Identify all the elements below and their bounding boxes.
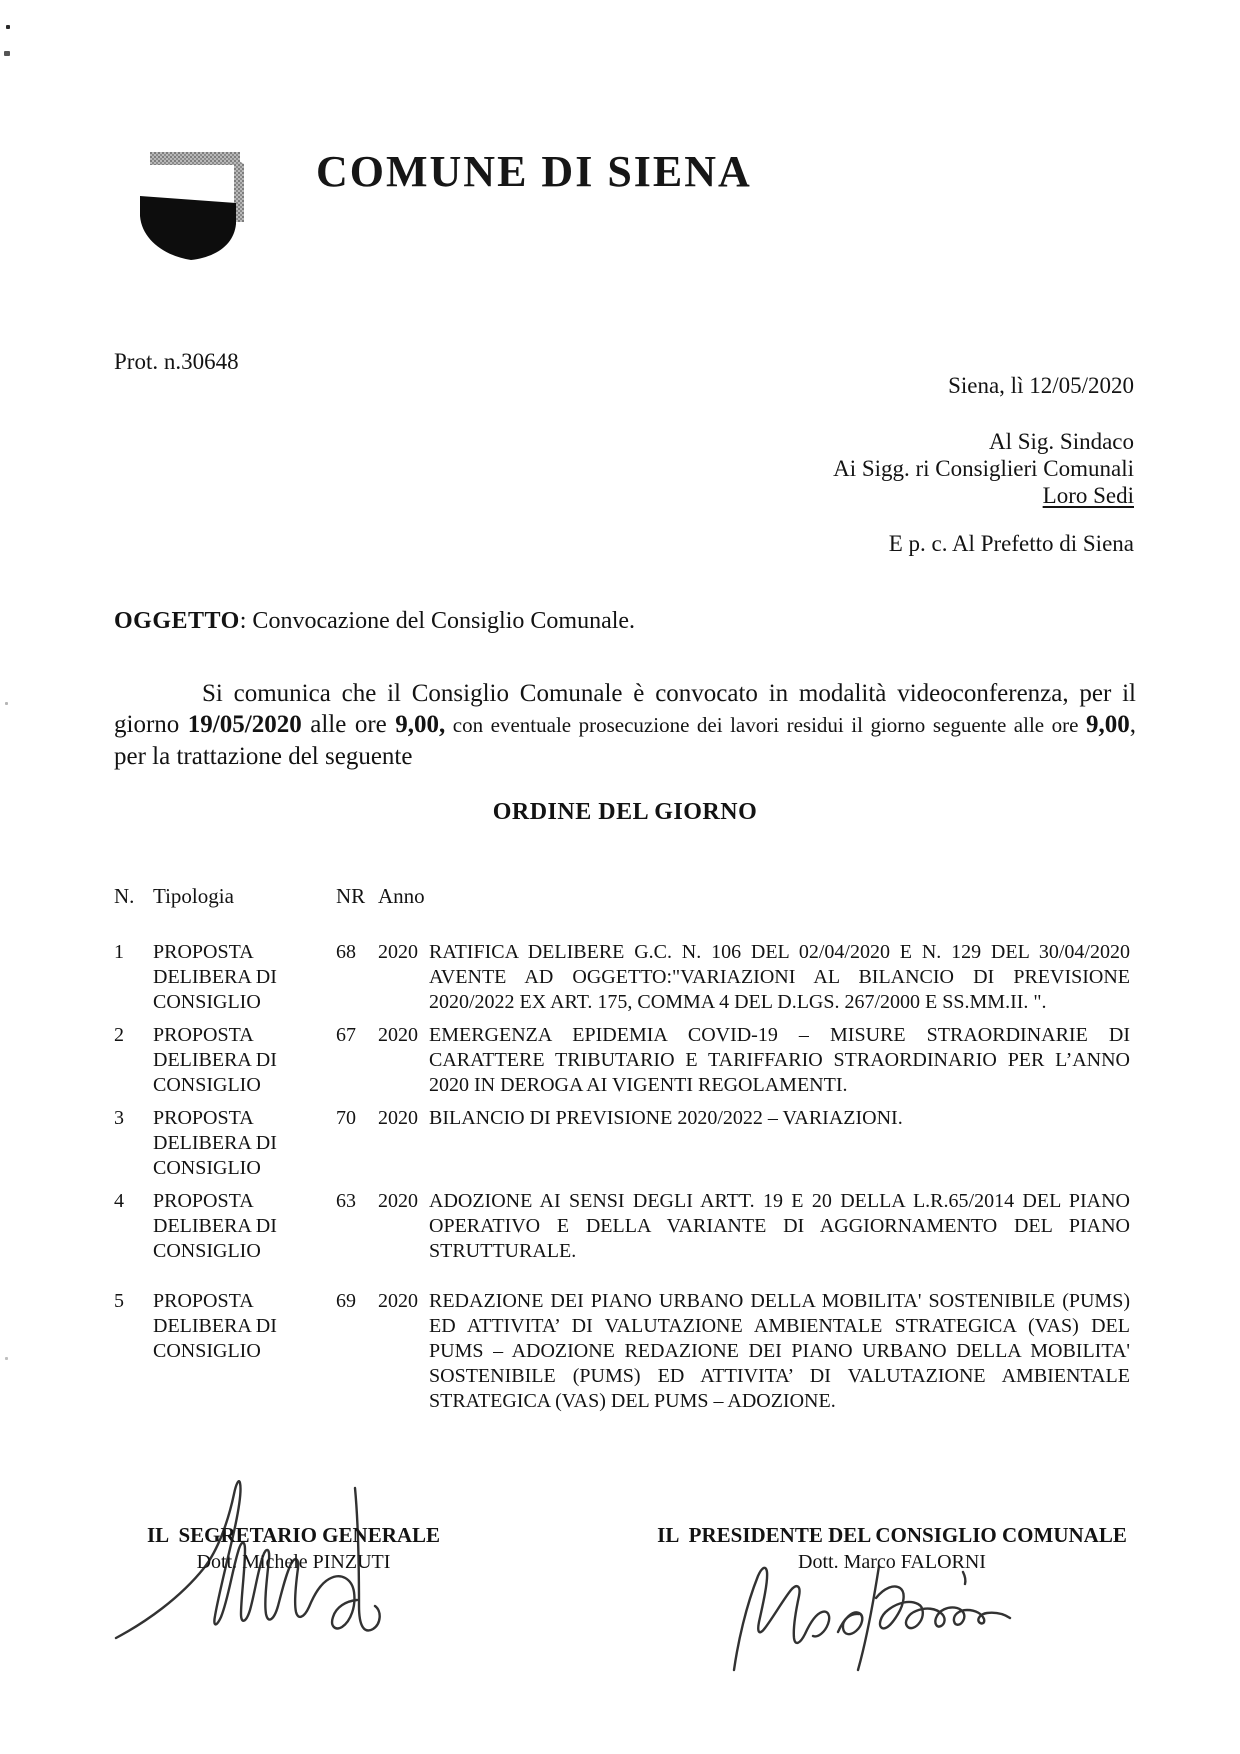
row-anno: 2020 [378,941,418,963]
row-tipologia: PROPOSTA DELIBERA DI CONSIGLIO [153,1190,277,1262]
addressee-line: Ai Sigg. ri Consiglieri Comunali [833,456,1134,481]
president-name: Dott. Marco FALORNI [798,1551,986,1573]
row-number: 4 [114,1190,124,1212]
signature-block-president [642,1522,1142,1576]
agenda-table [114,884,1136,1422]
row-tipologia: PROPOSTA DELIBERA DI CONSIGLIO [153,1024,277,1096]
signature-block-secretary [126,1522,461,1576]
table-row [114,1189,1136,1264]
row-nr: 67 [336,1024,356,1046]
body-continuation: con eventuale prosecuzione dei lavori residui il giorno seguente alle ore [445,713,1086,737]
row-tipologia: PROPOSTA DELIBERA DI CONSIGLIO [153,1290,277,1362]
addressees [833,428,1134,509]
siena-coat-of-arms-icon [138,148,250,266]
col-header-tipologia: Tipologia [153,884,234,908]
col-header-n: N. [114,884,135,908]
table-row [114,1289,1136,1414]
row-number: 5 [114,1290,124,1312]
president-title: IL PRESIDENTE DEL CONSIGLIO COMUNALE [657,1523,1127,1547]
scan-artifact [5,702,8,705]
table-row [114,1023,1136,1098]
place-date: Siena, lì 12/05/2020 [948,373,1134,398]
agenda-rows [114,940,1136,1414]
row-oggetto: REDAZIONE DEI PIANO URBANO DELLA MOBILITA' SOSTENIBILE (PUMS) ED ATTIVITA’ DI VALUTAZIONE AMBIENTALE STRATEGICA (VAS) DEL PUMS – ADOZIONE REDAZIONE DEI PIANO URBANO DELLA MOBILITA' SOSTENIBILE (PUMS) ED ATTIVITA’ DI VALUTAZIONE AMBIENTALE STRATEGICA (VAS) DEL PUMS – ADOZIONE. [429,1290,1130,1412]
body-time-2: 9,00 [1085,711,1130,738]
row-number: 1 [114,941,124,963]
col-header-anno: Anno [378,884,425,908]
scan-artifact [6,25,10,29]
body-date: 19/05/2020 [187,711,302,738]
row-number: 3 [114,1107,124,1129]
addressee-line: Al Sig. Sindaco [988,429,1134,454]
protocol-number: Prot. n.30648 [114,349,239,374]
row-oggetto: ADOZIONE AI SENSI DEGLI ARTT. 19 E 20 DELLA L.R.65/2014 DEL PIANO OPERATIVO E DELLA VARIANTE DI AGGIORNAMENTO DEL PIANO STRUTTURALE. [429,1190,1130,1262]
body-intro: Si comunica che il Consiglio Comunale è convocato in modalità videoconferenza, per il giorno [114,680,1136,738]
row-anno: 2020 [378,1024,418,1046]
cc-line: E p. c. Al Prefetto di Siena [888,531,1134,556]
agenda-header-row [114,884,1136,909]
addressee-line-loro-sedi: Loro Sedi [1042,483,1134,508]
agenda-title: ORDINE DEL GIORNO [492,799,758,825]
col-header-nr: NR [336,884,366,908]
body-paragraph [114,678,1136,772]
secretary-name: Dott. Michele PINZUTI [196,1551,391,1573]
row-tipologia: PROPOSTA DELIBERA DI CONSIGLIO [153,1107,277,1179]
president-signature-icon [726,1558,1026,1678]
subject-label: OGGETTO [114,608,240,634]
body-mid: alle ore [301,711,396,738]
row-nr: 68 [336,941,356,963]
row-anno: 2020 [378,1190,418,1212]
table-row [114,940,1136,1015]
row-tipologia: PROPOSTA DELIBERA DI CONSIGLIO [153,941,277,1013]
secretary-title: IL SEGRETARIO GENERALE [146,1523,441,1547]
row-nr: 69 [336,1290,356,1312]
row-anno: 2020 [378,1107,418,1129]
row-anno: 2020 [378,1290,418,1312]
page-title: COMUNE DI SIENA [316,147,752,196]
row-nr: 63 [336,1190,356,1212]
row-oggetto: BILANCIO DI PREVISIONE 2020/2022 – VARIAZIONI. [429,1107,903,1129]
subject-text: : Convocazione del Consiglio Comunale. [239,608,636,634]
col-header-oggetto [429,884,1136,909]
scan-artifact [5,1357,8,1360]
row-number: 2 [114,1024,124,1046]
row-oggetto: EMERGENZA EPIDEMIA COVID-19 – MISURE STRAORDINARIE DI CARATTERE TRIBUTARIO E TARIFFARIO STRAORDINARIO PER L’ANNO 2020 IN DEROGA AI VIGENTI REGOLAMENTI. [429,1024,1130,1096]
subject-line [114,608,635,635]
table-row [114,1106,1136,1181]
scan-artifact [4,51,10,56]
body-outro: , per la trattazione del seguente [114,711,1136,770]
row-nr: 70 [336,1107,356,1129]
body-time: 9,00, [395,711,446,738]
row-oggetto: RATIFICA DELIBERE G.C. N. 106 DEL 02/04/2020 E N. 129 DEL 30/04/2020 AVENTE AD OGGETTO:"VARIAZIONI AL BILANCIO DI PREVISIONE 2020/2022 EX ART. 175, COMMA 4 DEL D.LGS. 267/2000 E SS.MM.II. ". [429,941,1130,1013]
